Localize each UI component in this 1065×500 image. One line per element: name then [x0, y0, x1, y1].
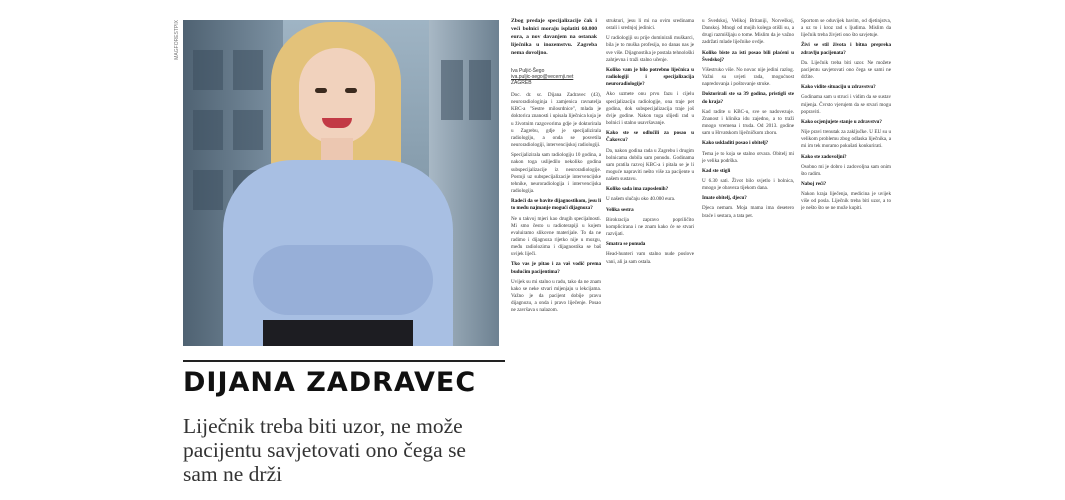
photo-credit: MAGFORESTPIX [174, 20, 180, 60]
body-paragraph: U našem slučaju oko 40.000 eura. [606, 196, 676, 203]
body-paragraph: Kad radite u KBC-u, sve se nadovezuje. Znanost i klinika idu zajedno, a to traži mnogo vremena i truda. Od 2013. godine sam u Hrvatskom liječničkom zboru. [702, 108, 794, 137]
article-column-4 [801, 18, 891, 492]
interviewee-name: DIJANA ZADRAVEC [183, 367, 477, 398]
question-paragraph: Koliko sada ima zaposlenih? [606, 186, 669, 193]
heading-rule [183, 360, 505, 362]
body-paragraph: strukturi, jesu li mi na ovim sredinama ostali i srednjoj jedinici. [606, 18, 694, 32]
question-paragraph: Tko vas je pitao i za vaš vodič prema budućim pacijentima? [511, 261, 601, 275]
question-paragraph: Velika sestra [606, 206, 634, 213]
question-paragraph: Doktorirali ste sa 39 godina, pristigli ste do kraja? [702, 91, 794, 105]
body-paragraph: Višestruko više. No novac nije jedini razlog. Važni su uvjeti rada, mogućnost napredovanja i poštovanje struke. [702, 66, 794, 88]
body-paragraph: Nije pravi trenutak za zaključke. U EU su u velikom problemu zbog odlaska liječnika, a mi im tek moramo pokušati konkurirati. [801, 129, 891, 150]
question-paragraph: Kad ste stigli [702, 167, 731, 174]
byline [511, 68, 601, 86]
body-paragraph: Djeca nemam. Moja mama ima desetero braće i sestara, a tata pet. [702, 205, 794, 219]
body-paragraph: U radiologiji su prije dominirali muškarci, bila je to muška profesija, no danas nas je sve više. Dijagnostika je postala tehnološki zahtjevna i traži stalno učenje. [606, 35, 694, 63]
body-paragraph: Tema je to koja se stalno otvara. Obitelj mi je velika podrška. [702, 150, 794, 164]
body-paragraph: Head-hunteri vam stalno nude poslove vani, ali ja sam ostala. [606, 251, 694, 265]
question-paragraph: Radeći da se bavite dijagnostikom, jesu li to među najmanje mogući dijagnoza? [511, 198, 601, 212]
question-paragraph: Kako uskladiti posao i obitelj? [702, 140, 769, 147]
body-paragraph: Ako uzmete onu prvu fazu i cijelu specijalizaciju radiologije, ona traje pet godina, dok subspecijalizacija traje još dvije godine. Nakon toga slijedi rad u bolnici i stalno usavršavanje. [606, 91, 694, 127]
body-paragraph: Uvijek su mi stalno u radu, tako da ne znam kako se neke stvari mijenjaju u lekcijama. Važno je da pacijent dobije pravu dijagnozu, a onda i pravo liječenje. Posao ne završava s nalazom. [511, 278, 601, 314]
question-paragraph: Imate obitelj, djecu? [702, 195, 747, 202]
question-paragraph: Kako ste zadovoljni? [801, 153, 847, 160]
question-paragraph: Živi se stil života i bitna prepreka zdravlju pacijenata? [801, 42, 891, 56]
body-paragraph: Birokracija zapravo popriličito komplicirana i ne znam kako će se stvari razvijati. [606, 216, 694, 238]
headline: Liječnik treba biti uzor, ne može pacijentu savjetovati ono čega se sam ne drži [183, 414, 466, 486]
body-paragraph: Da. Liječnik treba biti uzor. Ne možete pacijentu savjetovati ono čega se sami ne držite. [801, 59, 891, 81]
byline-name: Iva Puljić-Šego [511, 68, 545, 74]
byline-place: ZAGREB [511, 80, 532, 86]
body-paragraph: Sportom se oduvijek bavim, od djetinjstva, a uz to i kroz rad s ljudima. Mislim da liječnik treba živjeti ono što savjetuje. [801, 18, 891, 39]
portrait-photo [183, 20, 499, 346]
byline-email[interactable]: iva.puljic-sego@vecernji.net [511, 74, 574, 80]
question-paragraph: Koliko vam je bilo potrebno liječnica u radiologiji i specijalizacija neuroradiologije? [606, 66, 694, 88]
body-paragraph: Ne u takvoj mjeri kao drugih specijalnosti. Mi smo često u radioterapiji u kojem evaluiramo slikovne materijale. To da ne radimo i dijagnoza rijetko nije u mozgu, među radiolozima i dijagnostika se baš uvijek liječi. [511, 215, 601, 258]
article-column-2 [606, 18, 694, 492]
body-paragraph: Da, nakon godina rada u Zagrebu i drugim bolnicama dobila sam ponudu. Godinama sam pratila razvoj KBC-a i pitala se je li moguće napraviti nešto više za pacijente u našem sustavu. [606, 147, 694, 183]
question-paragraph: Kako vidite situaciju u zdravstvu? [801, 84, 876, 91]
article-column-1 [511, 92, 601, 492]
question-paragraph: Naboj reći? [801, 180, 827, 187]
body-paragraph: u Švedskoj, Velikoj Britaniji, Norveškoj, Danskoj. Mnogi od mojih kolega otišli su, a drugi razmišljaju o tome. Mislim da je važno zadržati mlade liječnike ovdje. [702, 18, 794, 46]
question-paragraph: Kako ocjenjujete stanje u zdravstvu? [801, 118, 882, 125]
question-paragraph: Koliko biste za isti posao bili plaćeni u Švedskoj? [702, 49, 794, 63]
lead-paragraph: Zbog predaje specijalizacije čak i veći bolnici moraju isplatiti 60.000 eura, a nov davanjem na ostanak liječnika u inozemstvu. Zagreba nema dovoljno. [511, 18, 597, 56]
body-paragraph: Specijalizirala sam radiologiju 10 godina, a nakon toga uslijedilo nekoliko godina subspecijalizacije iz neuroradiologije. Postoji uz subspecijalizacije intervencijske tehnike, neuroradiologija i intervencijska radiologija. [511, 152, 601, 195]
body-paragraph: Godinama sam u struci i vidim da se sustav mijenja. Čvrsto vjerujem da se stvari mogu popraviti. [801, 94, 891, 115]
article-column-3 [702, 18, 794, 492]
body-paragraph: U 6.30 sati. Život bilo svjetlo i bolnica, mnogo je obaveza tijekom dana. [702, 177, 794, 192]
question-paragraph: Smatra se ponuda [606, 241, 646, 248]
body-paragraph: Osobno mi je dobro i zadovoljna sam onim što radim. [801, 163, 891, 177]
question-paragraph: Kako ste se odlučili za posao u Čakovcu? [606, 130, 694, 144]
body-paragraph: Nakon kraja liječenja, medicina je uvijek više od posla. Liječnik treba biti uzor, a to je nešto što se ne može kupiti. [801, 191, 891, 212]
body-paragraph: Doc. dr. sc. Dijana Zadravec (43), neuroradiologinja i zamjenica ravnatelja KBC-a "Sestre milosrdnice", mlada je doktorica znanosti i upisala liječnica koja je u životnim razgovorima gdje je doktorirala u Zagrebu, gdje je specijalizirala radiologiju, a onda se posvetila neuroradiologiji, intervencijskoj radiologiji. [511, 92, 601, 149]
